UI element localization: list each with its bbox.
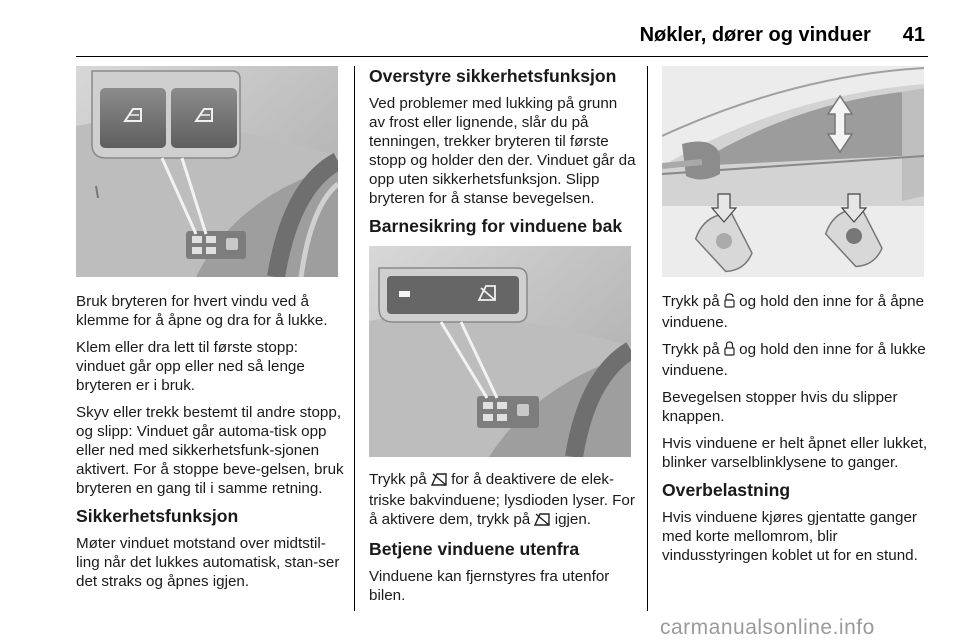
page-number: 41: [902, 24, 925, 46]
column-3: [662, 292, 928, 573]
paragraph-hazard-flash: Hvis vinduene er helt åpnet eller lukket, blinker varselblinklysene to ganger.: [662, 435, 928, 471]
column-divider-2: [647, 66, 648, 611]
paragraph-child-lock: Trykk på for å deaktivere de elek-triske bakvinduene; lysdioden lyser. For å aktivere dem, trykk på igjen.: [369, 470, 637, 531]
paragraph-safety-function: Møter vinduet motstand over midtstil-ling når det lukkes automatisk, stan-ser det straks og åpnes igjen.: [76, 535, 340, 590]
column-divider-1: [354, 66, 355, 611]
paragraph-overload: Hvis vinduene kjøres gjentatte ganger med korte mellomrom, blir vindusstyringen koblet ut for en stund.: [662, 509, 918, 564]
column-2-lower: [369, 470, 637, 613]
heading-overload: Overbelastning: [662, 480, 791, 500]
paragraph-close-windows: Trykk på og hold den inne for å lukke vinduene.: [662, 341, 926, 379]
heading-safety-function: Sikkerhetsfunksjon: [76, 506, 239, 526]
heading-override-safety: Overstyre sikkerhetsfunksjon: [369, 66, 617, 86]
remote-window-illustration: [662, 66, 924, 277]
page-header: [0, 24, 925, 47]
paragraph-first-stop: Klem eller dra lett til første stopp: vinduet går opp eller ned så lenge bryteren er i bruk.: [76, 339, 305, 394]
column-2: [369, 66, 637, 244]
paragraph-remote-operation: Vinduene kan fjernstyres fra utenfor bilen.: [369, 568, 610, 604]
paragraph-override-safety: Ved problemer med lukking på grunn av frost eller lignende, slår du på tenningen, trekker bryteren til første stopp og holder den der. Vinduet går da opp uten sikkerhetsfunksjon. Slipp bryteren for å stanse bevegelsen.: [369, 95, 636, 207]
paragraph-open-windows: Trykk på og hold den inne for å åpne vinduene.: [662, 293, 925, 331]
paragraph-window-switch-usage: Bruk bryteren for hvert vindu ved å klemme for å åpne og dra for å lukke.: [76, 293, 328, 329]
page-title: Nøkler, dører og vinduer: [639, 24, 871, 46]
child-lock-icon: [431, 472, 447, 491]
window-switch-illustration: [76, 66, 338, 277]
lock-icon: [724, 341, 735, 361]
child-lock-illustration: [369, 246, 631, 457]
paragraph-release-button: Bevegelsen stopper hvis du slipper knappen.: [662, 389, 898, 425]
heading-child-lock: Barnesikring for vinduene bak: [369, 216, 623, 236]
watermark: carmanualsonline.info: [660, 616, 875, 639]
paragraph-second-stop: Skyv eller trekk bestemt til andre stopp, og slipp: Vinduet går automa-tisk opp eller ned med sikkerhetsfunk-sjonen aktivert. For å stoppe beve-gelsen, bruk bryteren en gang til i samme retning.: [76, 404, 344, 497]
unlock-icon: [724, 293, 735, 313]
column-1: [76, 292, 344, 599]
header-rule: [76, 56, 928, 57]
child-lock-icon: [534, 512, 550, 531]
heading-remote-operation: Betjene vinduene utenfra: [369, 539, 580, 559]
